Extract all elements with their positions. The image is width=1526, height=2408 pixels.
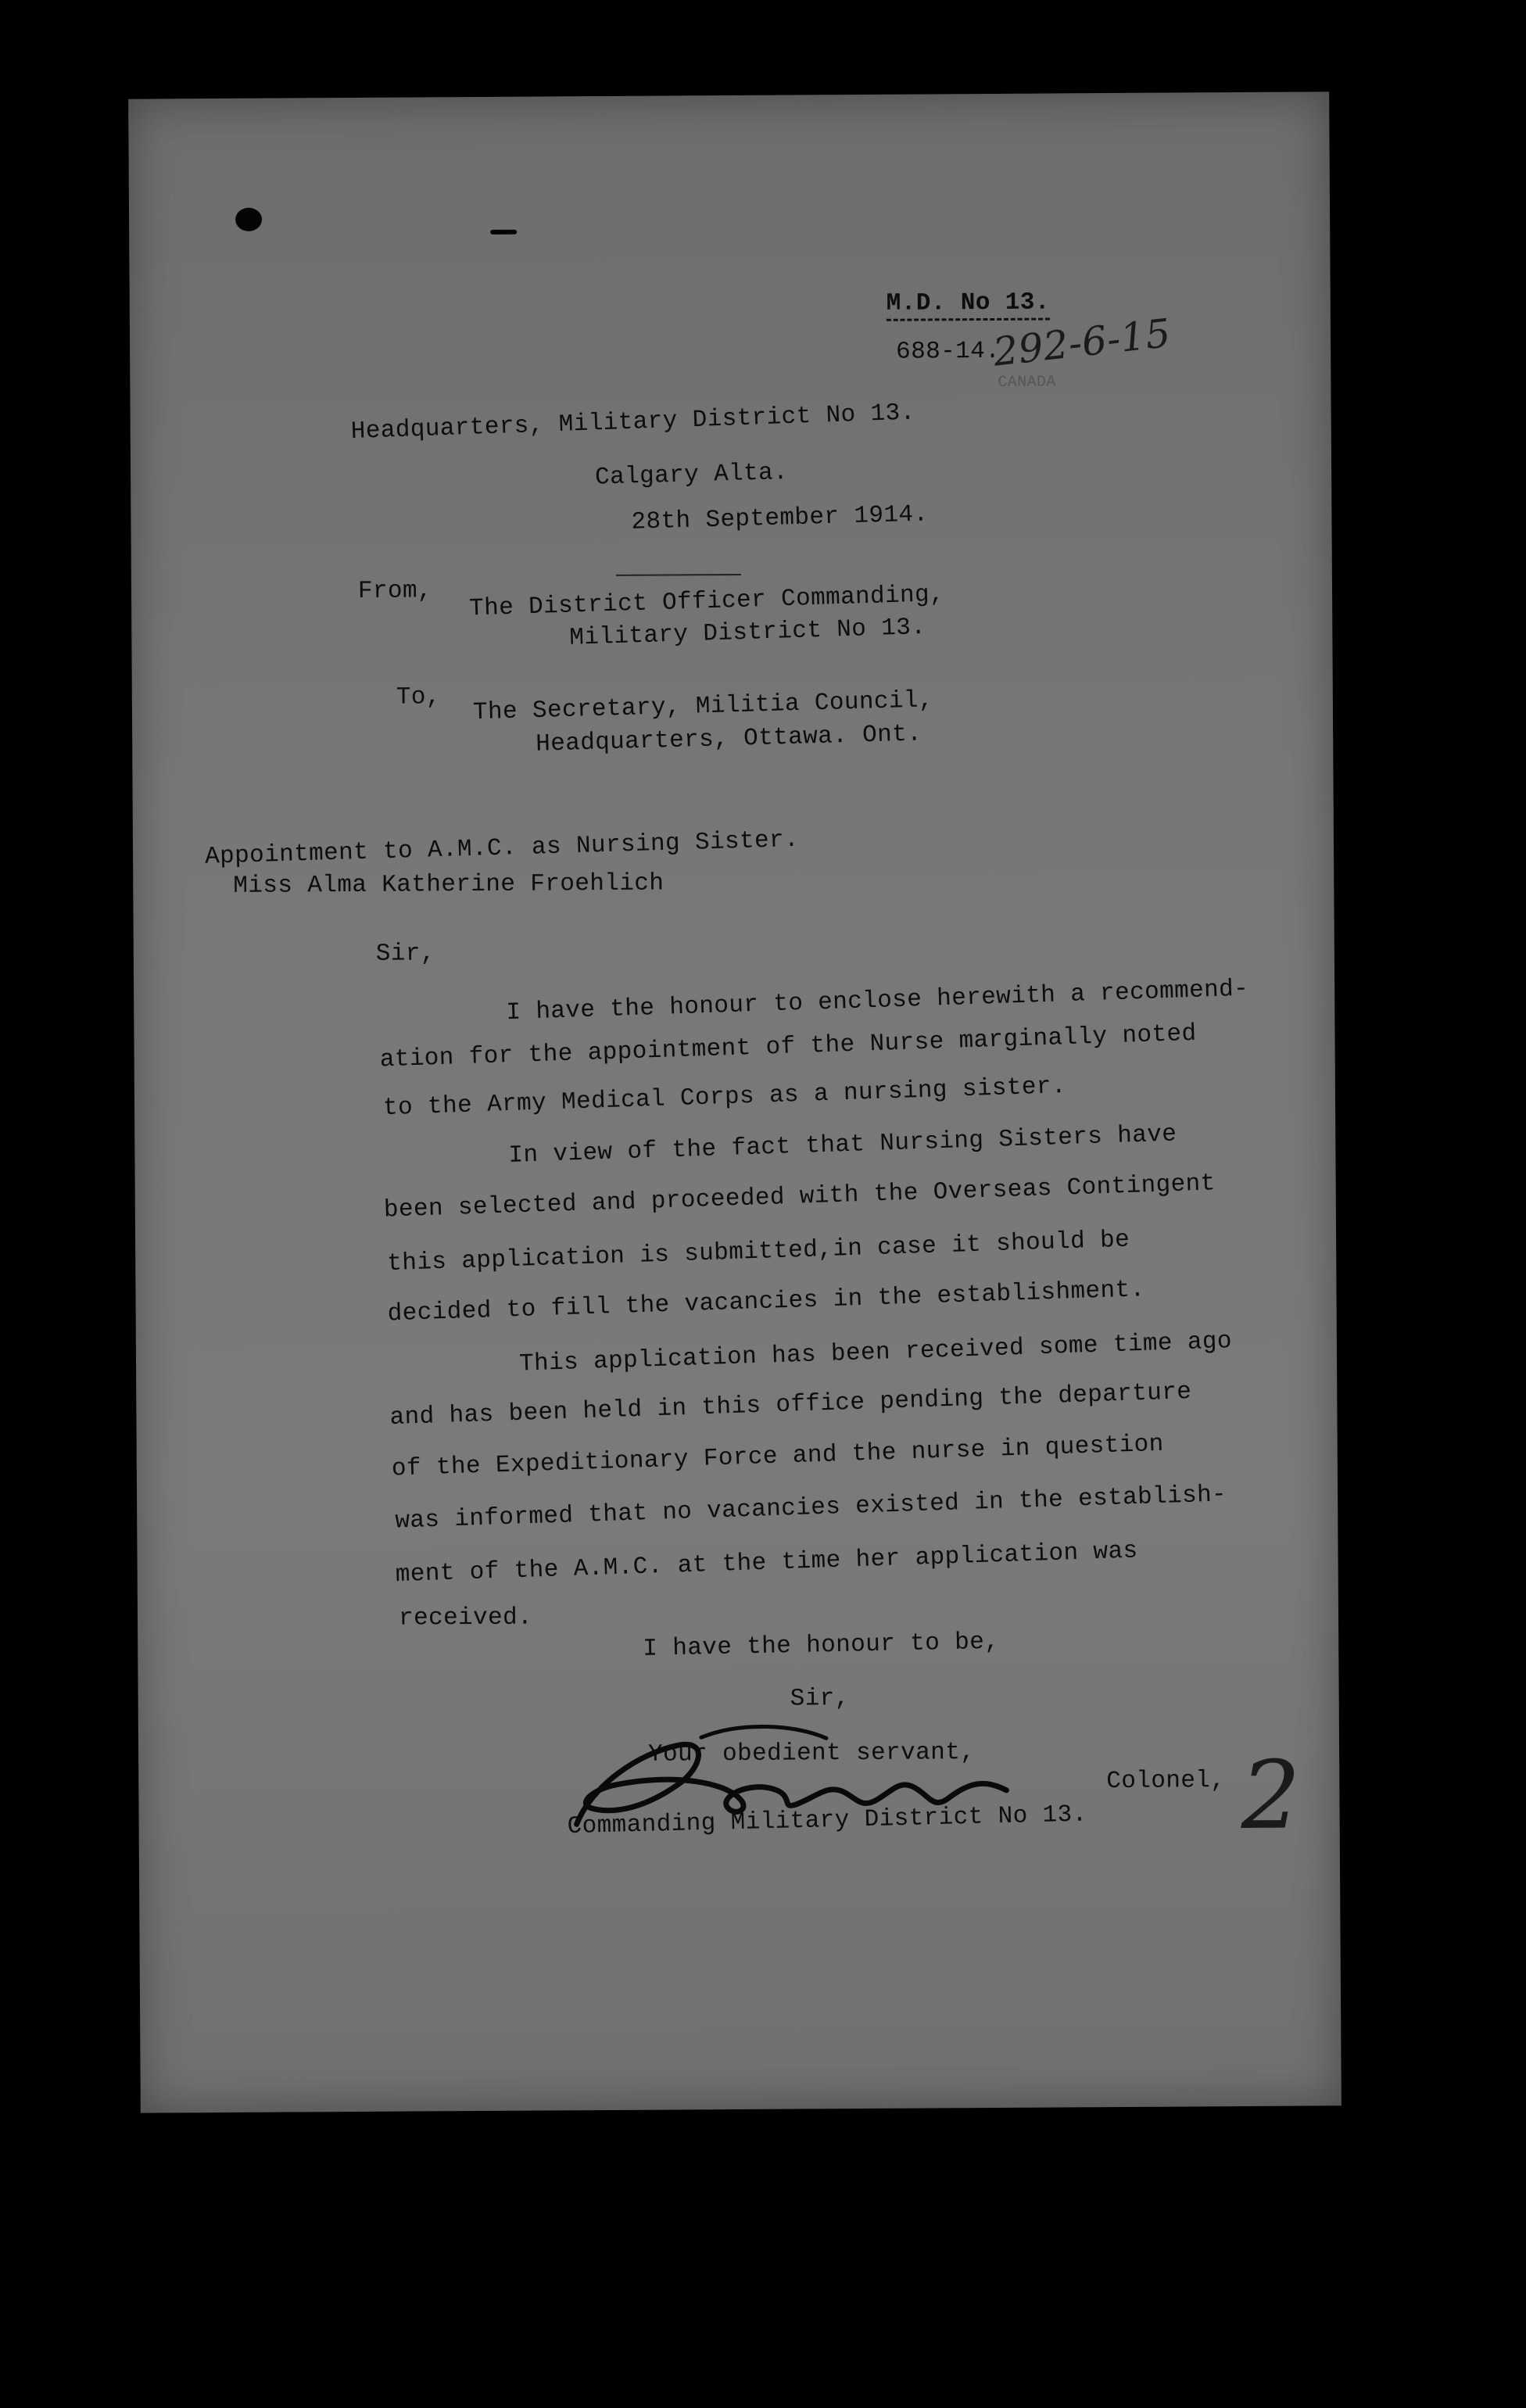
salutation: Sir, xyxy=(375,940,435,968)
body-line: In view of the fact that Nursing Sisters have xyxy=(507,1120,1177,1170)
ink-mark xyxy=(490,230,517,235)
body-line: was informed that no vacancies existed in the establish- xyxy=(394,1481,1227,1535)
body-line: This application has been received some time ago xyxy=(518,1328,1233,1378)
body-line: received. xyxy=(398,1604,533,1632)
signatory-title: Commanding Military District No 13. xyxy=(567,1801,1088,1841)
letter-page xyxy=(128,91,1342,2112)
from-label: From, xyxy=(357,577,433,605)
place-line: Calgary Alta. xyxy=(594,458,789,492)
received-stamp: CANADA xyxy=(998,373,1056,392)
to-label: To, xyxy=(396,683,441,711)
header-divider xyxy=(616,574,741,576)
closing-line: I have the honour to be, xyxy=(642,1628,1000,1663)
to-line-2: Headquarters, Ottawa. Ont. xyxy=(535,720,922,758)
body-line: I have the honour to enclose herewith a recommend- xyxy=(505,975,1249,1027)
headquarters-line: Headquarters, Military District No 13. xyxy=(350,399,916,446)
margin-page-number: 2 xyxy=(1241,1741,1302,1851)
body-line: decided to fill the vacancies in the establishment. xyxy=(387,1276,1146,1328)
body-line: and has been held in this office pending the departure xyxy=(389,1378,1192,1432)
district-reference: M.D. No 13. xyxy=(887,289,1050,321)
from-line-1: The District Officer Commanding, xyxy=(468,580,945,623)
file-number: 688-14. xyxy=(896,337,1001,366)
body-line: been selected and proceeded with the Overseas Contingent xyxy=(383,1170,1216,1224)
body-line: this application is submitted,in case it should be xyxy=(386,1226,1130,1278)
subject-line: Appointment to A.M.C. as Nursing Sister. xyxy=(204,826,800,871)
body-line: of the Expeditionary Force and the nurse in question xyxy=(391,1430,1165,1483)
ink-blot xyxy=(235,208,262,231)
nurse-name: Miss Alma Katherine Froehlich xyxy=(233,869,664,900)
to-line-1: The Secretary, Militia Council, xyxy=(472,686,934,727)
letter-date: 28th September 1914. xyxy=(631,500,929,536)
closing-sir: Sir, xyxy=(790,1685,850,1713)
closing-servant: Your obedient servant, xyxy=(647,1739,976,1768)
signatory-rank: Colonel, xyxy=(1106,1767,1226,1796)
body-line: ation for the appointment of the Nurse marginally noted xyxy=(379,1019,1198,1074)
body-line: to the Army Medical Corps as a nursing sister. xyxy=(382,1072,1067,1123)
body-line: ment of the A.M.C. at the time her application was xyxy=(395,1537,1139,1589)
handwritten-file-number: 292-6-15 xyxy=(990,310,1173,375)
from-line-2: Military District No 13. xyxy=(568,613,926,652)
